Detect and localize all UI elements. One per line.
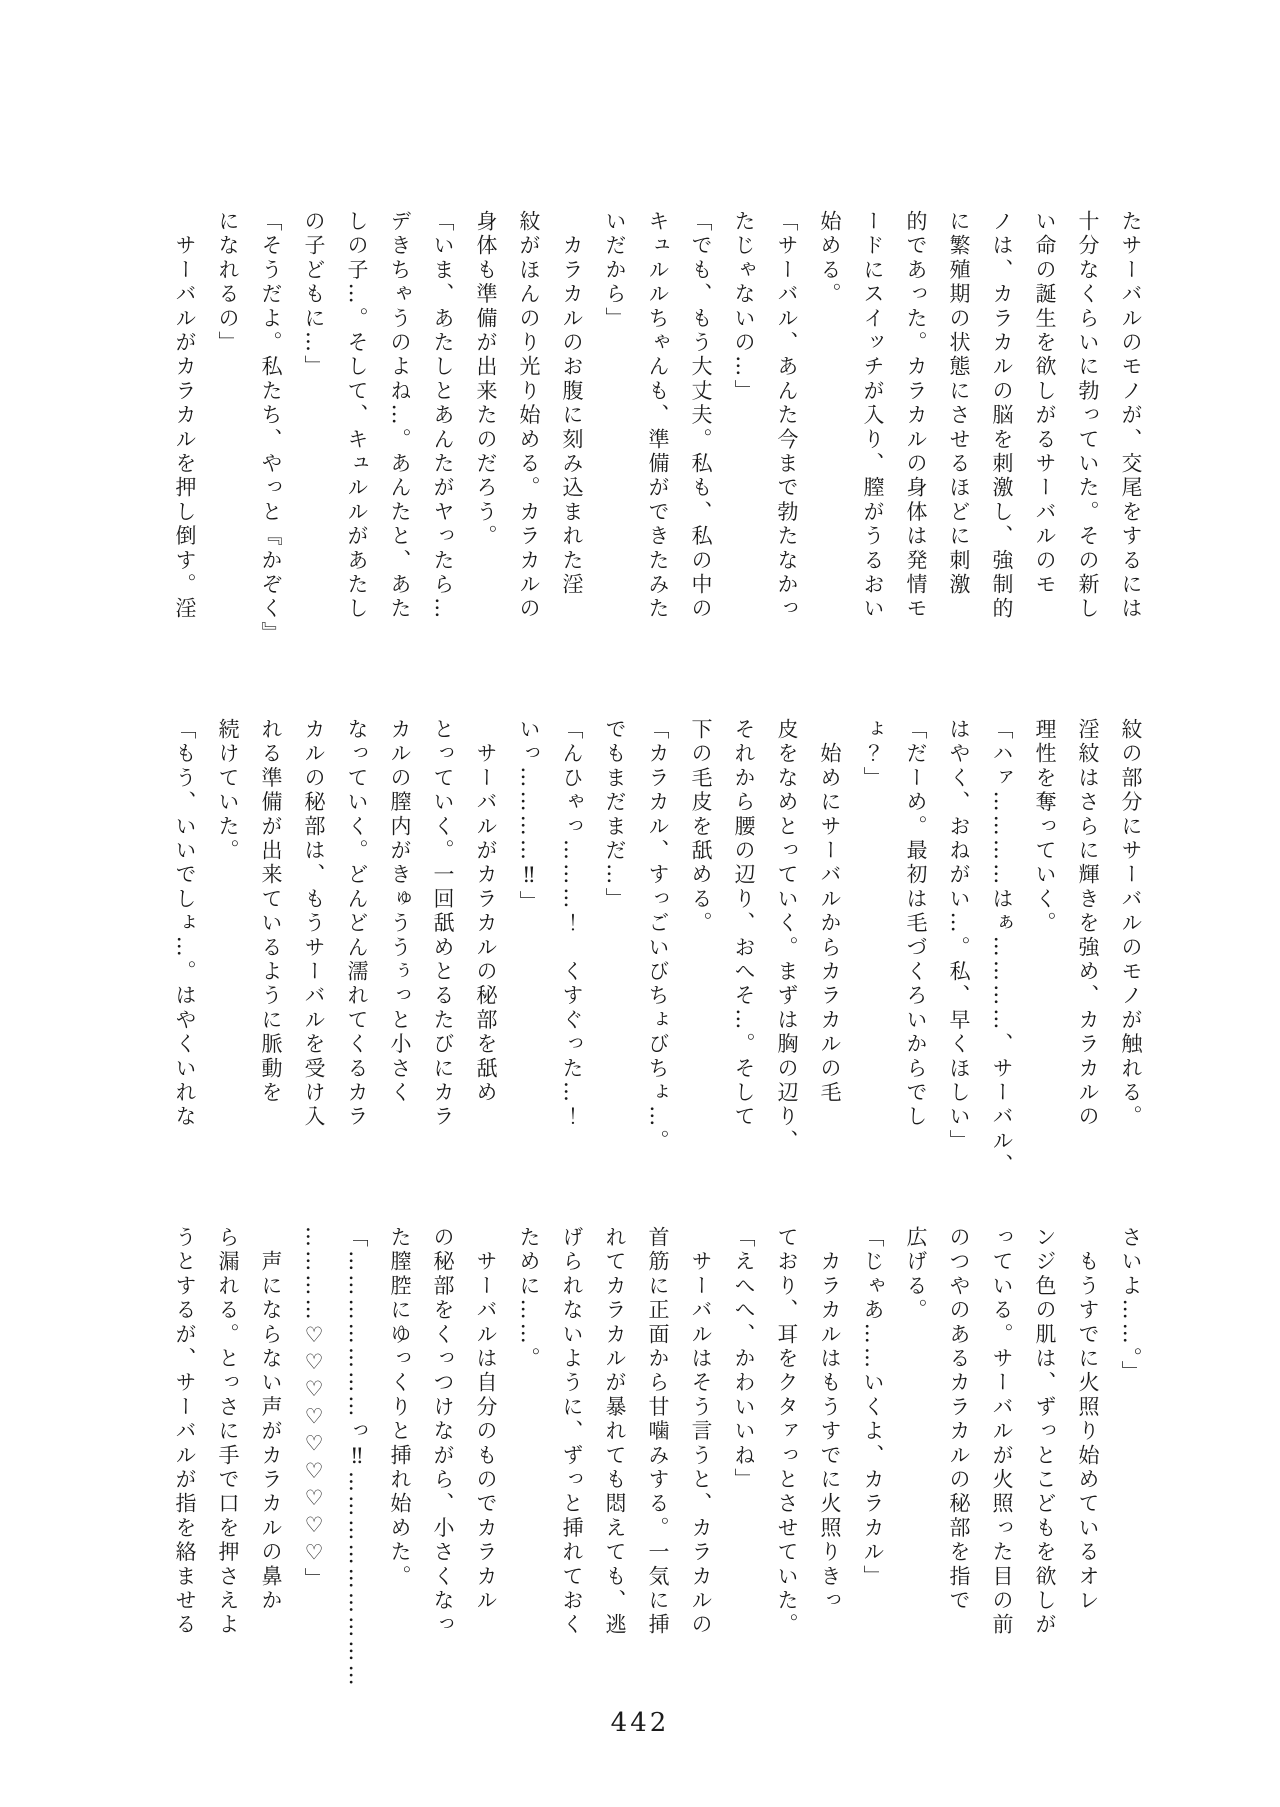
text-column: 「んひゃっ………！ くすぐった…！ <box>560 718 584 1130</box>
text-column: 十分なくらいに勃っていた。その新し <box>1076 210 1100 622</box>
text-column: はやく、おねがい…。私、早くほしい」 <box>947 718 971 1154</box>
text-column: サーバルがカラカルを押し倒す。淫 <box>173 210 197 622</box>
text-column: 淫紋はさらに輝きを強め、カラカルの <box>1076 718 1100 1130</box>
text-column: なっていく。どんどん濡れてくるカラ <box>345 718 369 1130</box>
text-column: 「でも、もう大丈夫。私も、私の中の <box>689 210 713 622</box>
text-column: た膣腔にゆっくりと挿れ始めた。 <box>388 1226 412 1589</box>
text-column: 皮をなめとっていく。まずは胸の辺り、 <box>775 718 799 1154</box>
text-column: サーバルは自分のものでカラカル <box>474 1226 498 1614</box>
text-column: ンジ色の肌は、ずっとこどもを欲しが <box>1033 1226 1057 1638</box>
text-column: さいよ……。」 <box>1119 1226 1143 1385</box>
text-column: 「もう、いいでしょ…。はやくいれな <box>173 718 197 1130</box>
text-column: 「ハァ…………はぁ…………、サーバル、 <box>990 718 1014 1178</box>
text-column: ノは、カラカルの脳を刺激し、強制的 <box>990 210 1014 622</box>
text-column: 「サーバル、あんた今まで勃たなかっ <box>775 210 799 622</box>
text-block-middle <box>163 718 1152 1178</box>
text-column: のつやのあるカラカルの秘部を指で <box>947 1226 971 1614</box>
text-column: れる準備が出来ているように脈動を <box>259 718 283 1106</box>
text-column: カルの秘部は、もうサーバルを受け入 <box>302 718 326 1130</box>
text-column: の秘部をくっつけながら、小さくなっ <box>431 1226 455 1638</box>
text-column: 下の毛皮を舐める。 <box>689 718 713 936</box>
text-column: 広げる。 <box>904 1226 928 1323</box>
text-column: げられないように、ずっと挿れておく <box>560 1226 584 1638</box>
text-column: ており、耳をクタァっとさせていた。 <box>775 1226 799 1638</box>
text-column: でもまだまだ…」 <box>603 718 627 912</box>
text-column: カラカルのお腹に刻み込まれた淫 <box>560 210 584 598</box>
text-column: キュルルちゃんも、準備ができたみた <box>646 210 670 622</box>
text-column: ードにスイッチが入り、膣がうるおい <box>861 210 885 622</box>
text-column: 身体も準備が出来たのだろう。 <box>474 210 498 549</box>
text-block-top <box>163 210 1152 646</box>
text-column: …………♡♡♡♡♡♡♡♡♡」 <box>302 1226 326 1592</box>
text-column: ために……。 <box>517 1226 541 1372</box>
text-column: い命の誕生を欲しがるサーバルのモ <box>1033 210 1057 598</box>
text-column: 「じゃあ……いくよ、カラカル」 <box>861 1226 885 1589</box>
text-column: 「だーめ。最初は毛づくろいからでし <box>904 718 928 1130</box>
text-column: ょ？」 <box>861 718 885 791</box>
text-column: 「そうだよ。私たち、やっと『かぞく』 <box>259 210 283 646</box>
text-block-bottom <box>163 1226 1152 1689</box>
text-column: 始める。 <box>818 210 842 307</box>
text-column: しの子…。そして、キュルルがあたし <box>345 210 369 622</box>
text-column: 首筋に正面から甘噛みする。一気に挿 <box>646 1226 670 1638</box>
text-column: 理性を奪っていく。 <box>1033 718 1057 936</box>
text-column: 続けていた。 <box>216 718 240 864</box>
text-column: デきちゃうのよね…。あんたと、あた <box>388 210 412 622</box>
text-column: たじゃないの…」 <box>732 210 756 404</box>
text-column: ら漏れる。とっさに手で口を押さえよ <box>216 1226 240 1638</box>
text-column: 「…………………っ‼……………………… <box>345 1226 369 1689</box>
text-column: 紋の部分にサーバルのモノが触れる。 <box>1119 718 1143 1130</box>
text-column: 「えへへ、かわいいね」 <box>732 1226 756 1493</box>
text-column: 声にならない声がカラカルの鼻か <box>259 1226 283 1614</box>
text-column: うとするが、サーバルが指を絡ませる <box>173 1226 197 1638</box>
text-column: になれるの」 <box>216 210 240 356</box>
text-column: サーバルがカラカルの秘部を舐め <box>474 718 498 1106</box>
text-column: 「カラカル、すっごいびちょびちょ…。 <box>646 718 670 1154</box>
text-column: もうすでに火照り始めているオレ <box>1076 1226 1100 1614</box>
text-column: 的であった。カラカルの身体は発情モ <box>904 210 928 622</box>
page-footer <box>0 1708 1280 1738</box>
text-column: いだから」 <box>603 210 627 331</box>
text-column: カラカルはもうすでに火照りきっ <box>818 1226 842 1614</box>
text-column: いっ…………‼」 <box>517 718 541 915</box>
text-column: たサーバルのモノが、交尾をするには <box>1119 210 1143 622</box>
text-column: っている。サーバルが火照った目の前 <box>990 1226 1014 1638</box>
text-column: とっていく。一回舐めとるたびにカラ <box>431 718 455 1130</box>
text-column: 「いま、あたしとあんたがヤったら… <box>431 210 455 622</box>
text-column: カルの膣内がきゅううぅっと小さく <box>388 718 412 1106</box>
text-column: の子どもに…」 <box>302 210 326 380</box>
text-column: れてカラカルが暴れても悶えても、逃 <box>603 1226 627 1638</box>
text-column: 紋がほんのり光り始める。カラカルの <box>517 210 541 622</box>
text-column: サーバルはそう言うと、カラカルの <box>689 1226 713 1638</box>
text-column: それから腰の辺り、おへそ…。そして <box>732 718 756 1130</box>
text-column: に繁殖期の状態にさせるほどに刺激 <box>947 210 971 598</box>
page-number: 442 <box>610 1708 670 1738</box>
text-column: 始めにサーバルからカラカルの毛 <box>818 718 842 1106</box>
